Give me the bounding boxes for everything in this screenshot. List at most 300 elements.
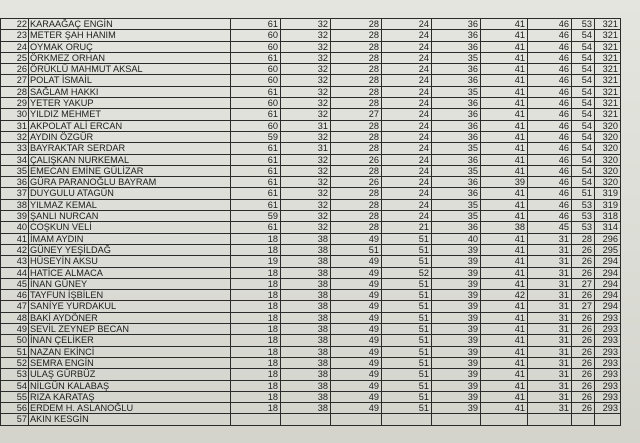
score-4-cell: 51 xyxy=(382,335,432,346)
score-1-cell: 60 xyxy=(231,30,281,41)
score-6-cell: 41 xyxy=(481,154,528,165)
score-5-cell: 36 xyxy=(432,131,481,142)
score-6-cell: 41 xyxy=(481,52,528,63)
score-5-cell: 39 xyxy=(432,403,481,414)
score-6-cell: 41 xyxy=(481,75,528,86)
score-7-cell: 46 xyxy=(528,199,572,210)
score-4-cell: 51 xyxy=(382,244,432,255)
score-2-cell: 38 xyxy=(281,301,331,312)
person-name-cell: İMAM AYDIN xyxy=(29,233,231,244)
score-2-cell: 32 xyxy=(281,52,331,63)
row-number-cell: 38 xyxy=(1,199,29,210)
score-5-cell: 36 xyxy=(432,222,481,233)
score-8-cell: 54 xyxy=(572,143,595,154)
score-6-cell: 41 xyxy=(481,312,528,323)
score-5-cell: 39 xyxy=(432,391,481,402)
person-name-cell: ÖRÜKLÜ MAHMUT AKSAL xyxy=(29,64,231,75)
table-row xyxy=(1,177,621,188)
score-4-cell: 24 xyxy=(382,154,432,165)
score-3-cell: 49 xyxy=(331,369,382,380)
score-3-cell xyxy=(331,414,382,425)
score-5-cell: 39 xyxy=(432,278,481,289)
score-3-cell: 49 xyxy=(331,256,382,267)
row-number-cell: 43 xyxy=(1,256,29,267)
score-5-cell: 36 xyxy=(432,188,481,199)
score-2-cell: 32 xyxy=(281,188,331,199)
score-3-cell: 49 xyxy=(331,324,382,335)
row-number-cell: 34 xyxy=(1,154,29,165)
person-name-cell: BAYRAKTAR SERDAR xyxy=(29,143,231,154)
person-name-cell: İNAN GÜNEY xyxy=(29,278,231,289)
score-5-cell xyxy=(432,414,481,425)
score-8-cell: 27 xyxy=(572,301,595,312)
row-number-cell: 30 xyxy=(1,109,29,120)
score-6-cell xyxy=(481,414,528,425)
score-3-cell: 28 xyxy=(331,86,382,97)
score-2-cell: 32 xyxy=(281,131,331,142)
total-score-cell: 319 xyxy=(595,199,621,210)
score-7-cell: 46 xyxy=(528,109,572,120)
score-6-cell: 41 xyxy=(481,244,528,255)
score-6-cell: 41 xyxy=(481,335,528,346)
score-8-cell: 54 xyxy=(572,131,595,142)
score-2-cell: 32 xyxy=(281,199,331,210)
score-5-cell: 36 xyxy=(432,64,481,75)
table-row xyxy=(1,324,621,335)
table-row xyxy=(1,19,621,30)
score-7-cell: 31 xyxy=(528,324,572,335)
score-7-cell: 46 xyxy=(528,188,572,199)
score-3-cell: 28 xyxy=(331,30,382,41)
score-6-cell: 41 xyxy=(481,278,528,289)
person-name-cell: RIZA KARATAŞ xyxy=(29,391,231,402)
score-table-body xyxy=(1,19,621,426)
person-name-cell: ERDEM H. ASLANOĞLU xyxy=(29,403,231,414)
score-7-cell: 45 xyxy=(528,222,572,233)
table-row xyxy=(1,52,621,63)
score-4-cell: 51 xyxy=(382,357,432,368)
score-2-cell: 32 xyxy=(281,177,331,188)
score-8-cell: 51 xyxy=(572,188,595,199)
score-6-cell: 38 xyxy=(481,222,528,233)
score-5-cell: 36 xyxy=(432,177,481,188)
table-row xyxy=(1,380,621,391)
score-4-cell: 51 xyxy=(382,369,432,380)
table-row xyxy=(1,357,621,368)
score-4-cell: 24 xyxy=(382,19,432,30)
total-score-cell: 293 xyxy=(595,324,621,335)
score-2-cell: 32 xyxy=(281,211,331,222)
score-5-cell: 39 xyxy=(432,369,481,380)
score-8-cell: 26 xyxy=(572,256,595,267)
score-8-cell: 53 xyxy=(572,19,595,30)
table-row xyxy=(1,244,621,255)
score-3-cell: 28 xyxy=(331,120,382,131)
score-1-cell: 60 xyxy=(231,75,281,86)
person-name-cell: DUYGULU ATAGÜN xyxy=(29,188,231,199)
score-2-cell: 38 xyxy=(281,256,331,267)
score-1-cell: 60 xyxy=(231,120,281,131)
total-score-cell: 294 xyxy=(595,267,621,278)
score-5-cell: 35 xyxy=(432,211,481,222)
score-8-cell: 26 xyxy=(572,335,595,346)
score-2-cell: 32 xyxy=(281,222,331,233)
score-8-cell: 54 xyxy=(572,154,595,165)
total-score-cell: 293 xyxy=(595,346,621,357)
score-7-cell: 46 xyxy=(528,64,572,75)
score-7-cell xyxy=(528,414,572,425)
score-6-cell: 41 xyxy=(481,120,528,131)
row-number-cell: 39 xyxy=(1,211,29,222)
table-row xyxy=(1,391,621,402)
table-row xyxy=(1,143,621,154)
score-3-cell: 49 xyxy=(331,278,382,289)
score-4-cell: 52 xyxy=(382,267,432,278)
score-4-cell: 24 xyxy=(382,199,432,210)
score-5-cell: 39 xyxy=(432,312,481,323)
person-name-cell: TAYFUN İŞBİLEN xyxy=(29,290,231,301)
total-score-cell: 294 xyxy=(595,290,621,301)
score-2-cell: 38 xyxy=(281,403,331,414)
score-8-cell: 54 xyxy=(572,75,595,86)
score-3-cell: 49 xyxy=(331,380,382,391)
total-score-cell: 321 xyxy=(595,98,621,109)
person-name-cell: AYDIN ÖZGÜR xyxy=(29,131,231,142)
score-8-cell: 26 xyxy=(572,346,595,357)
score-3-cell: 28 xyxy=(331,188,382,199)
score-8-cell: 28 xyxy=(572,233,595,244)
score-7-cell: 31 xyxy=(528,267,572,278)
score-7-cell: 31 xyxy=(528,335,572,346)
score-2-cell: 32 xyxy=(281,154,331,165)
score-7-cell: 46 xyxy=(528,120,572,131)
score-4-cell: 51 xyxy=(382,301,432,312)
score-2-cell: 32 xyxy=(281,98,331,109)
score-3-cell: 49 xyxy=(331,267,382,278)
score-1-cell: 18 xyxy=(231,233,281,244)
score-2-cell: 38 xyxy=(281,278,331,289)
score-6-cell: 41 xyxy=(481,41,528,52)
score-5-cell: 39 xyxy=(432,324,481,335)
person-name-cell: POLAT İSMAİL xyxy=(29,75,231,86)
score-7-cell: 31 xyxy=(528,391,572,402)
total-score-cell: 321 xyxy=(595,41,621,52)
score-7-cell: 46 xyxy=(528,211,572,222)
row-number-cell: 28 xyxy=(1,86,29,97)
score-7-cell: 31 xyxy=(528,233,572,244)
score-6-cell: 41 xyxy=(481,346,528,357)
table-row xyxy=(1,199,621,210)
score-1-cell: 18 xyxy=(231,267,281,278)
score-1-cell: 61 xyxy=(231,188,281,199)
score-3-cell: 49 xyxy=(331,335,382,346)
table-row xyxy=(1,256,621,267)
score-4-cell xyxy=(382,414,432,425)
person-name-cell: GÜNEY YEŞİLDAĞ xyxy=(29,244,231,255)
person-name-cell: YILMAZ KEMAL xyxy=(29,199,231,210)
row-number-cell: 48 xyxy=(1,312,29,323)
total-score-cell: 294 xyxy=(595,278,621,289)
person-name-cell: AKPOLAT ALİ ERCAN xyxy=(29,120,231,131)
score-3-cell: 49 xyxy=(331,290,382,301)
score-2-cell: 38 xyxy=(281,244,331,255)
total-score-cell: 321 xyxy=(595,75,621,86)
row-number-cell: 37 xyxy=(1,188,29,199)
score-5-cell: 35 xyxy=(432,86,481,97)
row-number-cell: 56 xyxy=(1,403,29,414)
total-score-cell: 293 xyxy=(595,391,621,402)
score-4-cell: 24 xyxy=(382,109,432,120)
score-6-cell: 42 xyxy=(481,290,528,301)
score-2-cell: 32 xyxy=(281,30,331,41)
score-4-cell: 51 xyxy=(382,324,432,335)
table-row xyxy=(1,211,621,222)
score-7-cell: 46 xyxy=(528,75,572,86)
score-1-cell: 18 xyxy=(231,380,281,391)
score-5-cell: 36 xyxy=(432,75,481,86)
score-6-cell: 41 xyxy=(481,301,528,312)
score-4-cell: 24 xyxy=(382,177,432,188)
total-score-cell: 320 xyxy=(595,154,621,165)
score-8-cell: 53 xyxy=(572,222,595,233)
row-number-cell: 31 xyxy=(1,120,29,131)
score-5-cell: 36 xyxy=(432,109,481,120)
score-7-cell: 46 xyxy=(528,143,572,154)
score-4-cell: 51 xyxy=(382,391,432,402)
row-number-cell: 44 xyxy=(1,267,29,278)
score-7-cell: 46 xyxy=(528,41,572,52)
table-row xyxy=(1,335,621,346)
score-2-cell: 32 xyxy=(281,75,331,86)
score-8-cell: 54 xyxy=(572,41,595,52)
row-number-cell: 33 xyxy=(1,143,29,154)
score-8-cell: 53 xyxy=(572,211,595,222)
score-3-cell: 49 xyxy=(331,233,382,244)
score-8-cell xyxy=(572,414,595,425)
score-7-cell: 31 xyxy=(528,346,572,357)
score-6-cell: 41 xyxy=(481,211,528,222)
row-number-cell: 57 xyxy=(1,414,29,425)
score-7-cell: 46 xyxy=(528,131,572,142)
table-row xyxy=(1,30,621,41)
score-8-cell: 54 xyxy=(572,109,595,120)
score-6-cell: 41 xyxy=(481,199,528,210)
score-1-cell: 61 xyxy=(231,177,281,188)
score-2-cell: 38 xyxy=(281,391,331,402)
score-6-cell: 41 xyxy=(481,233,528,244)
score-5-cell: 35 xyxy=(432,52,481,63)
table-row xyxy=(1,75,621,86)
score-5-cell: 35 xyxy=(432,199,481,210)
row-number-cell: 46 xyxy=(1,290,29,301)
score-8-cell: 54 xyxy=(572,86,595,97)
total-score-cell: 320 xyxy=(595,177,621,188)
table-row xyxy=(1,312,621,323)
row-number-cell: 27 xyxy=(1,75,29,86)
score-4-cell: 24 xyxy=(382,211,432,222)
score-1-cell: 61 xyxy=(231,199,281,210)
total-score-cell: 295 xyxy=(595,244,621,255)
score-3-cell: 26 xyxy=(331,177,382,188)
table-row xyxy=(1,290,621,301)
person-name-cell: HÜSEYİN AKSU xyxy=(29,256,231,267)
score-5-cell: 39 xyxy=(432,335,481,346)
score-8-cell: 54 xyxy=(572,177,595,188)
score-4-cell: 24 xyxy=(382,30,432,41)
score-8-cell: 54 xyxy=(572,165,595,176)
score-2-cell: 32 xyxy=(281,109,331,120)
total-score-cell: 293 xyxy=(595,369,621,380)
score-4-cell: 24 xyxy=(382,98,432,109)
person-name-cell: ULAŞ GÜRBÜZ xyxy=(29,369,231,380)
score-7-cell: 46 xyxy=(528,177,572,188)
score-8-cell: 26 xyxy=(572,380,595,391)
total-score-cell: 320 xyxy=(595,165,621,176)
score-5-cell: 36 xyxy=(432,120,481,131)
score-6-cell: 41 xyxy=(481,357,528,368)
table-row xyxy=(1,403,621,414)
score-7-cell: 31 xyxy=(528,380,572,391)
row-number-cell: 41 xyxy=(1,233,29,244)
score-1-cell: 61 xyxy=(231,19,281,30)
score-8-cell: 54 xyxy=(572,64,595,75)
score-3-cell: 27 xyxy=(331,109,382,120)
score-1-cell: 59 xyxy=(231,211,281,222)
score-2-cell: 38 xyxy=(281,346,331,357)
score-7-cell: 31 xyxy=(528,290,572,301)
score-7-cell: 31 xyxy=(528,403,572,414)
row-number-cell: 40 xyxy=(1,222,29,233)
score-3-cell: 28 xyxy=(331,19,382,30)
row-number-cell: 35 xyxy=(1,165,29,176)
total-score-cell: 296 xyxy=(595,233,621,244)
person-name-cell: SAĞLAM HAKKI xyxy=(29,86,231,97)
score-7-cell: 31 xyxy=(528,301,572,312)
score-7-cell: 31 xyxy=(528,369,572,380)
total-score-cell: 319 xyxy=(595,188,621,199)
score-6-cell: 41 xyxy=(481,267,528,278)
score-1-cell: 18 xyxy=(231,244,281,255)
total-score-cell: 321 xyxy=(595,30,621,41)
score-5-cell: 40 xyxy=(432,233,481,244)
row-number-cell: 32 xyxy=(1,131,29,142)
score-1-cell: 18 xyxy=(231,346,281,357)
person-name-cell: KARAAĞAÇ ENGİN xyxy=(29,19,231,30)
row-number-cell: 54 xyxy=(1,380,29,391)
score-3-cell: 28 xyxy=(331,143,382,154)
table-row xyxy=(1,98,621,109)
person-name-cell: GÜRA PARANOĞLU BAYRAM xyxy=(29,177,231,188)
score-4-cell: 51 xyxy=(382,290,432,301)
score-8-cell: 26 xyxy=(572,369,595,380)
score-1-cell: 18 xyxy=(231,403,281,414)
score-4-cell: 24 xyxy=(382,75,432,86)
score-1-cell: 18 xyxy=(231,391,281,402)
score-2-cell: 38 xyxy=(281,312,331,323)
score-1-cell: 61 xyxy=(231,143,281,154)
score-4-cell: 24 xyxy=(382,41,432,52)
table-row xyxy=(1,278,621,289)
score-1-cell: 59 xyxy=(231,131,281,142)
score-4-cell: 21 xyxy=(382,222,432,233)
score-7-cell: 46 xyxy=(528,98,572,109)
person-name-cell: NİLGÜN KALABAŞ xyxy=(29,380,231,391)
score-8-cell: 54 xyxy=(572,120,595,131)
score-3-cell: 28 xyxy=(331,211,382,222)
score-4-cell: 24 xyxy=(382,131,432,142)
score-6-cell: 41 xyxy=(481,380,528,391)
score-4-cell: 51 xyxy=(382,403,432,414)
person-name-cell: OYMAK ORUÇ xyxy=(29,41,231,52)
row-number-cell: 24 xyxy=(1,41,29,52)
score-1-cell: 61 xyxy=(231,52,281,63)
score-3-cell: 49 xyxy=(331,346,382,357)
score-2-cell: 38 xyxy=(281,369,331,380)
score-5-cell: 36 xyxy=(432,154,481,165)
score-7-cell: 31 xyxy=(528,244,572,255)
person-name-cell: ÖRKMEZ ORHAN xyxy=(29,52,231,63)
score-5-cell: 39 xyxy=(432,301,481,312)
total-score-cell: 293 xyxy=(595,312,621,323)
table-row xyxy=(1,233,621,244)
table-row xyxy=(1,131,621,142)
score-8-cell: 26 xyxy=(572,244,595,255)
score-6-cell: 41 xyxy=(481,30,528,41)
score-6-cell: 41 xyxy=(481,403,528,414)
score-2-cell: 31 xyxy=(281,143,331,154)
score-2-cell: 38 xyxy=(281,380,331,391)
score-4-cell: 51 xyxy=(382,233,432,244)
score-3-cell: 49 xyxy=(331,312,382,323)
table-row xyxy=(1,346,621,357)
person-name-cell: ÇALIŞKAN NURKEMAL xyxy=(29,154,231,165)
score-3-cell: 49 xyxy=(331,301,382,312)
score-5-cell: 39 xyxy=(432,256,481,267)
person-name-cell: SEVİL ZEYNEP BECAN xyxy=(29,324,231,335)
score-4-cell: 51 xyxy=(382,256,432,267)
score-3-cell: 28 xyxy=(331,222,382,233)
score-6-cell: 41 xyxy=(481,64,528,75)
score-1-cell: 18 xyxy=(231,290,281,301)
score-6-cell: 41 xyxy=(481,86,528,97)
score-6-cell: 41 xyxy=(481,324,528,335)
score-2-cell: 31 xyxy=(281,120,331,131)
score-1-cell: 18 xyxy=(231,335,281,346)
score-5-cell: 35 xyxy=(432,165,481,176)
person-name-cell: EMECAN EMİNE GÜLİZAR xyxy=(29,165,231,176)
score-2-cell: 32 xyxy=(281,165,331,176)
table-row xyxy=(1,109,621,120)
score-8-cell: 27 xyxy=(572,278,595,289)
total-score-cell: 293 xyxy=(595,403,621,414)
total-score-cell: 293 xyxy=(595,380,621,391)
score-2-cell xyxy=(281,414,331,425)
score-4-cell: 24 xyxy=(382,143,432,154)
row-number-cell: 22 xyxy=(1,19,29,30)
total-score-cell: 320 xyxy=(595,131,621,142)
person-name-cell: YILDIZ MEHMET xyxy=(29,109,231,120)
score-1-cell: 60 xyxy=(231,98,281,109)
person-name-cell: YETER YAKUP xyxy=(29,98,231,109)
score-3-cell: 28 xyxy=(331,52,382,63)
score-8-cell: 26 xyxy=(572,290,595,301)
score-2-cell: 32 xyxy=(281,41,331,52)
total-score-cell: 318 xyxy=(595,211,621,222)
score-8-cell: 26 xyxy=(572,357,595,368)
score-5-cell: 39 xyxy=(432,380,481,391)
score-5-cell: 36 xyxy=(432,98,481,109)
person-name-cell: COŞKUN VELİ xyxy=(29,222,231,233)
